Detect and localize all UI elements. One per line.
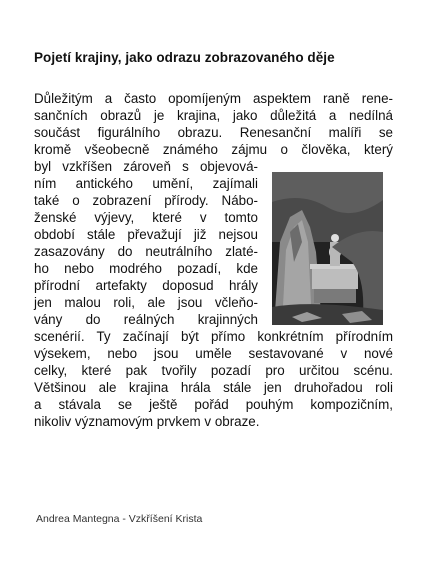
- text-line: Důležitým a často opomíjeným aspektem raně rene-: [34, 91, 393, 106]
- text-line: scenérií. Ty začínají být přímo konkrétním přírodním: [34, 329, 393, 344]
- text-line: také o zobrazení přírody. Nábo-: [34, 193, 258, 208]
- page-heading: Pojetí krajiny, jako odrazu zobrazovaného děje: [34, 50, 335, 65]
- text-line: jen malou roli, ale jsou včleňo-: [34, 295, 258, 310]
- text-line: zasazovány do neutrálního zlaté-: [34, 244, 258, 259]
- text-line: vány do reálných krajinných: [34, 312, 258, 327]
- text-line: kromě všeobecně známého zájmu o člověka, který: [34, 142, 393, 157]
- text-line: nikoliv významovým prvkem v obraze.: [34, 414, 260, 429]
- painting-image: [272, 172, 383, 325]
- text-line: výsekem, nebo jsou uměle sestavované v nové: [34, 346, 393, 361]
- painting-illustration: [272, 172, 383, 325]
- text-line: Většinou ale krajina hrála stále jen druhořadou roli: [34, 380, 393, 395]
- text-line: ním antického umění, zajímali: [34, 176, 258, 191]
- text-line: přírodní artefakty doposud hrály: [34, 278, 258, 293]
- text-line: sančních obrazů je krajina, jako důležitá a nedílná: [34, 108, 393, 123]
- text-line: součást figurálního obrazu. Renesanční malíři se: [34, 125, 393, 140]
- text-line: celky, které pak tvořily pozadí pro určitou scénu.: [34, 363, 393, 378]
- text-line: a stávala se ještě pořád pouhým kompozičním,: [34, 397, 393, 412]
- text-line: ženské výjevy, které v tomto: [34, 210, 258, 225]
- text-line: ho nebo modrého pozadí, kde: [34, 261, 258, 276]
- text-line: byl vzkříšen zároveň s objevová-: [34, 159, 258, 174]
- text-line: období stále převažují již nejsou: [34, 227, 258, 242]
- image-caption: Andrea Mantegna - Vzkříšení Krista: [36, 513, 203, 525]
